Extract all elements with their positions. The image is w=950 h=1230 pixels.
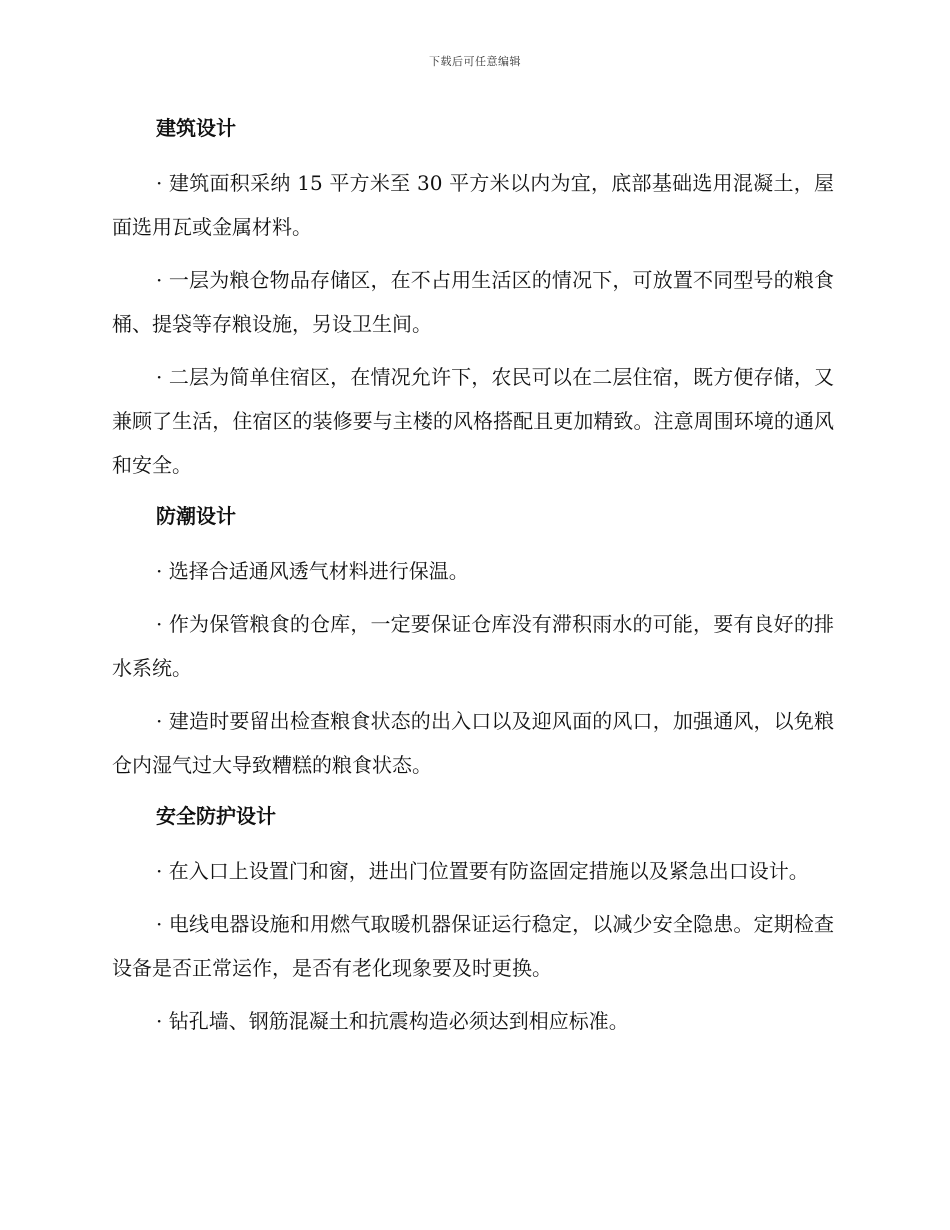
- paragraph: · 二层为简单住宿区，在情况允许下，农民可以在二层住宿，既方便存储，又兼顾了生活，住宿区的装修要与主楼的风格搭配且更加精致。注意周围环境的通风和安全。: [112, 365, 834, 477]
- section-safety-protection-design: [112, 796, 834, 1043]
- section-heading: 安全防护设计: [156, 804, 276, 828]
- section-heading: 建筑设计: [156, 116, 236, 140]
- section-building-design: [112, 108, 834, 487]
- page-header: 下载后可任意编辑: [429, 55, 521, 68]
- section-moisture-proof-design: [112, 496, 834, 787]
- paragraph: · 选择合适通风透气材料进行保温。: [156, 559, 469, 583]
- document-body: [112, 108, 834, 1052]
- paragraph: · 建筑面积采纳 15 平方米至 30 平方米以内为宜，底部基础选用混凝土，屋面选用瓦或金属材料。: [112, 171, 834, 239]
- paragraph: · 建造时要留出检查粮食状态的出入口以及迎风面的风口，加强通风，以免粮仓内湿气过大导致糟糕的粮食状态。: [112, 709, 834, 777]
- paragraph: · 一层为粮仓物品存储区，在不占用生活区的情况下，可放置不同型号的粮食桶、提袋等存粮设施，另设卫生间。: [112, 268, 834, 336]
- paragraph: · 在入口上设置门和窗，进出门位置要有防盗固定措施以及紧急出口设计。: [156, 859, 809, 883]
- paragraph: · 电线电器设施和用燃气取暖机器保证运行稳定，以减少安全隐患。定期检查设备是否正常运作，是否有老化现象要及时更换。: [112, 912, 834, 980]
- section-heading: 防潮设计: [156, 504, 236, 528]
- paragraph: · 作为保管粮食的仓库，一定要保证仓库没有滞积雨水的可能，要有良好的排水系统。: [112, 612, 834, 680]
- paragraph: · 钻孔墙、钢筋混凝土和抗震构造必须达到相应标准。: [156, 1009, 629, 1033]
